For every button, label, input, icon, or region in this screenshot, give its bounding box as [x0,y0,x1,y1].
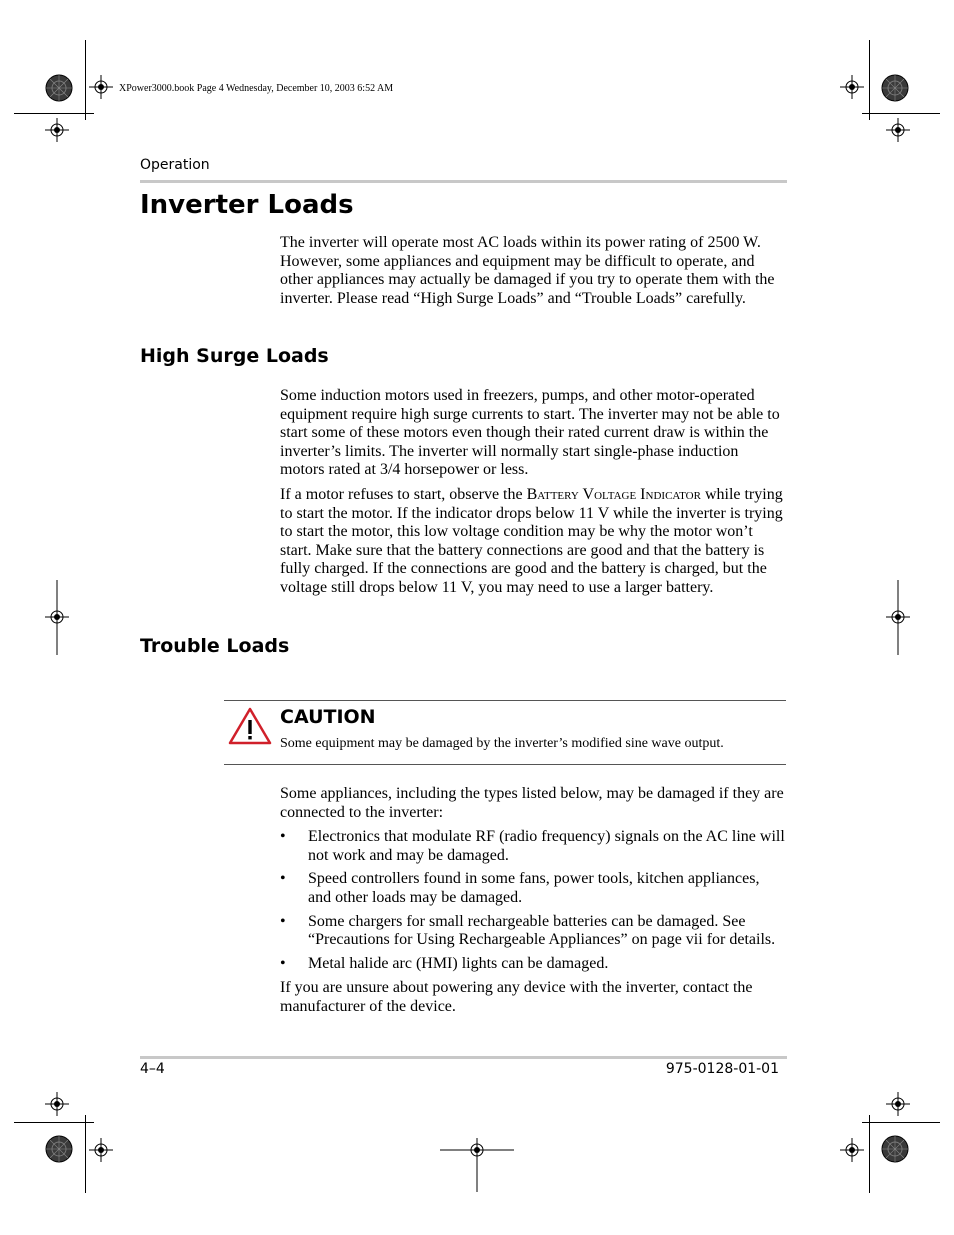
list-item: • Some chargers for small rechargeable batteries can be damaged. See “Precautions for Using Rechargeable Appliances” on page vii for details. [280,912,776,949]
trouble-intro: Some appliances, including the types listed below, may be damaged if they are connected to the inverter: [280,785,784,821]
caution-top-rule [224,700,786,701]
trouble-body [280,785,786,1023]
high-surge-body [280,387,786,604]
battery-voltage-indicator-label: Battery Voltage Indicator [526,485,701,503]
intro-paragraph: The inverter will operate most AC loads within its power rating of 2500 W. However, some appliances and equipment may be difficult to operate, and other appliances may actually be damaged if you try to operate them with the inverter. Please read “High Surge Loads” and “Trouble Loads” carefully. [280,234,775,307]
caution-title: CAUTION [280,706,376,728]
list-item: • Metal halide arc (HMI) lights can be damaged. [280,954,609,972]
trouble-list [280,828,786,973]
trouble-closing: If you are unsure about powering any device with the inverter, contact the manufacturer of the device. [280,979,753,1015]
caution-text: Some equipment may be damaged by the inverter’s modified sine wave output. [280,736,724,751]
page-title: Inverter Loads [140,190,354,220]
high-surge-heading: High Surge Loads [140,345,329,367]
running-header: Operation [140,157,210,173]
trouble-loads-heading: Trouble Loads [140,635,290,657]
document-number: 975-0128-01-01 [665,1061,779,1077]
header-rule [140,180,787,183]
list-item: • Speed controllers found in some fans, power tools, kitchen appliances, and other loads may be damaged. [280,870,760,906]
high-surge-p2: If a motor refuses to start, observe the Battery Voltage Indicator while trying to start the motor. If the indicator drops below 11 V while the inverter is trying to start the motor, this low voltage condition may be why the motor won’t start. Make sure that the battery connections are good and that the battery is fully charged. If the connections are good and the battery is charged, but the voltage still drops below 11 V, you may need to use a larger battery. [280,485,783,596]
high-surge-p1: Some induction motors used in freezers, pumps, and other motor-operated equipment require high surge currents to start. The inverter may not be able to start some of these motors even though their rated current draw is within the inverter’s limits. The inverter will normally start single-phase induction motors rated at 3/4 horsepower or less. [280,387,780,479]
footer-rule [140,1056,787,1059]
list-item: • Electronics that modulate RF (radio frequency) signals on the AC line will not work and may be damaged. [280,828,785,864]
print-slug: XPower3000.book Page 4 Wednesday, December 10, 2003 6:52 AM [119,83,394,94]
page-number: 4–4 [140,1061,165,1077]
warning-triangle-icon [227,706,273,746]
caution-bottom-rule [224,764,786,765]
